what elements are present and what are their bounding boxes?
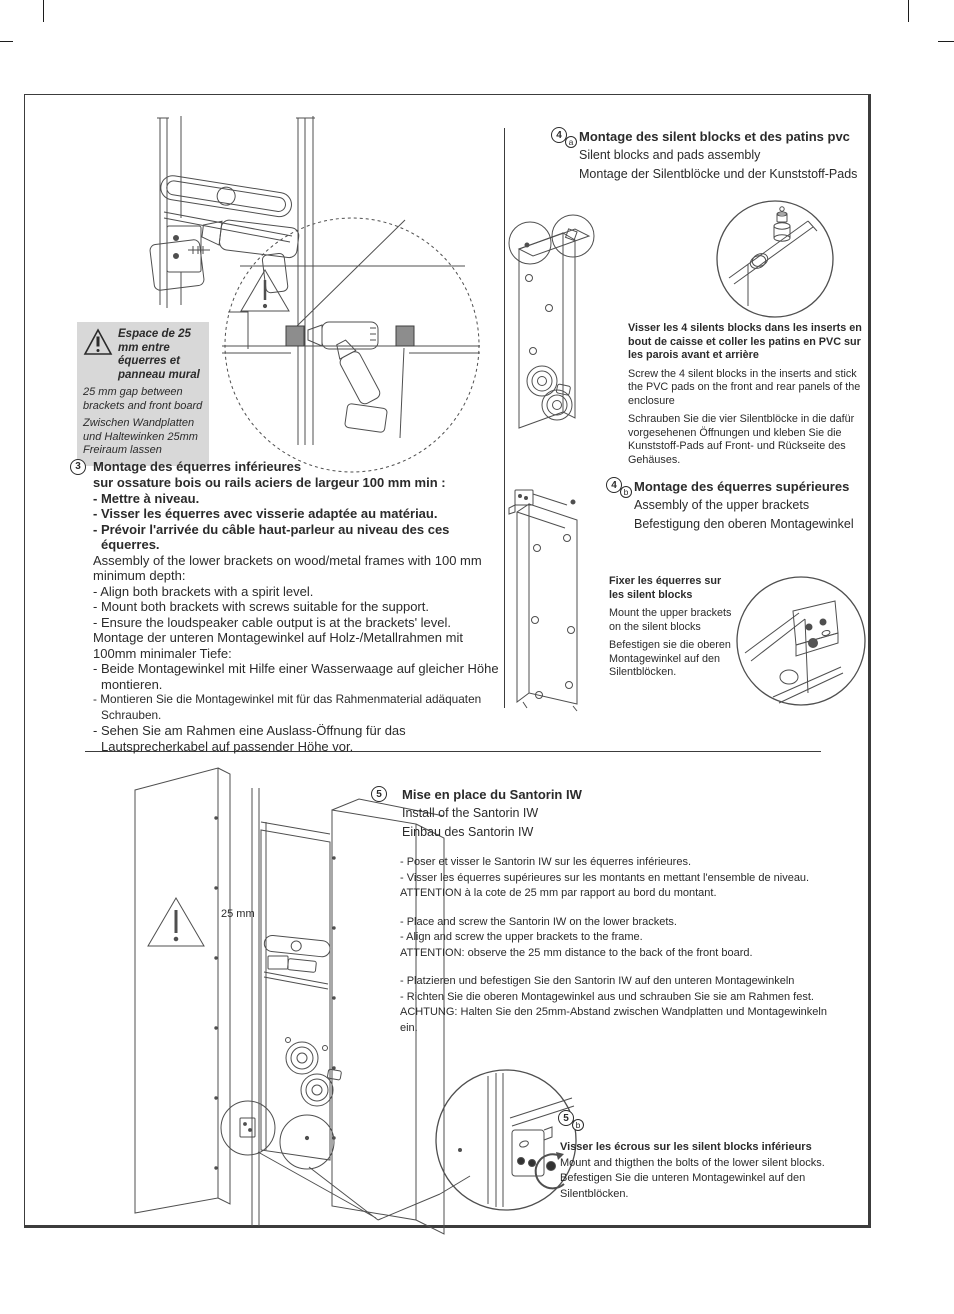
section5b-number: 5 (558, 1110, 574, 1126)
section5-number-badge (371, 786, 387, 802)
section5b-number-badge (558, 1110, 584, 1131)
screwdriver (331, 337, 381, 406)
spirit-level (159, 174, 293, 218)
section5-line-en: ATTENTION: observe the 25 mm distance to the back of the front board. (400, 946, 753, 959)
section3-bullet-de: - Sehen Sie am Rahmen eine Auslass-Öffnung für das Lautsprecherkabel auf passender Höhe vor. (93, 723, 406, 754)
section3-bullet-en: - Mount both brackets with screws suitable for the support. (93, 599, 429, 614)
section5-line-de: - Platzieren und befestigen Sie den Santorin IW auf den unteren Montagewinkeln (400, 975, 795, 987)
section3-block (70, 459, 500, 754)
section4a-number-badge (551, 127, 577, 148)
section5-heading-de: Einbau des Santorin IW (402, 825, 534, 839)
lower-bracket-inset-diagram (432, 1066, 580, 1214)
section5b-note-de: Befestigen Sie die unteren Montagewinkel auf den Silentblöcken. (560, 1172, 806, 1200)
warning-title-fr: Espace de 25 mm entre équerres et panneau mural (118, 328, 200, 381)
section3-intro-en: Assembly of the lower brackets on wood/metal frames with 100 mm minimum depth: (93, 552, 482, 583)
section4b-number: 4 (606, 477, 622, 493)
section3-bullet-de: - Beide Montagewinkel mit Hilfe einer Wasserwaage auf gleicher Höhe montieren. (93, 661, 499, 692)
section5-body-de (400, 974, 837, 1036)
section3-bullet-en: - Ensure the loudspeaker cable output is at the brackets' level. (93, 614, 452, 630)
section4b-suffix: b (620, 486, 632, 498)
section5-line-fr: - Visser les équerres supérieures sur les montants en mettant l'ensemble de niveau. (400, 871, 810, 884)
zoom-bubble (225, 218, 479, 472)
crop-mark-top-left-h (0, 41, 13, 42)
section4a-heading-en: Silent blocks and pads assembly (579, 148, 761, 162)
section3-heading-fr: Montage des équerres inférieures (93, 459, 302, 475)
section4a-number: 4 (551, 127, 567, 143)
warning-icon (241, 270, 289, 311)
section5-line-fr: - Poser et visser le Santorin IW sur les équerres inférieures. (400, 856, 692, 868)
section5b-note-fr: Visser les écrous sur les silent blocks inférieurs (560, 1141, 812, 1153)
spirit-level (264, 935, 331, 958)
enclosure-rear-diagram (503, 480, 615, 715)
section3-heading-fr2: sur ossature bois ou rails aciers de largeur 100 mm min : (93, 475, 446, 490)
section4a-note-fr: Visser les 4 silents blocks dans les inserts en bout de caisse et coller les patins en PVC sur les parois avant et arrière (628, 322, 862, 361)
section5-body-en (400, 915, 837, 962)
section5b-suffix: b (572, 1119, 584, 1131)
section5-line-de: - Richten Sie die oberen Montagewinkel aus und schrauben Sie sie am Rahmen fest. (400, 990, 814, 1003)
warning-text-de: Zwischen Wandplatten und Haltewinken 25mm Freiraum lassen (83, 417, 198, 456)
section3-intro-de: Montage der unteren Montagewinkel auf Holz-/Metallrahmen mit 100mm minimaler Tiefe: (93, 630, 463, 661)
section4b-note-en: Mount the upper brackets on the silent blocks (609, 607, 732, 633)
upper-bracket-inset-diagram (733, 573, 873, 713)
section5-line-en: - Align and screw the upper brackets to the frame. (400, 931, 643, 943)
section4a-note-en: Screw the 4 silent blocks in the inserts and stick the PVC pads on the front and rear panels of the enclosure (628, 367, 861, 407)
section4b-header (634, 477, 874, 534)
section3-bullet-de: - Montieren Sie die Montagewinkel mit für das Rahmenmaterial adäquaten Schrauben. (93, 692, 482, 722)
crop-mark-top-right-v (908, 0, 909, 22)
section5-heading-fr: Mise en place du Santorin IW (402, 787, 582, 802)
crop-mark-top-left-v (43, 0, 44, 22)
enclosure-front-diagram (505, 203, 617, 443)
section4b-note-fr: Fixer les équerres sur les silent blocks (609, 575, 722, 601)
section3-number-badge: 3 (70, 459, 86, 475)
section3-bullet-fr: - Mettre à niveau. (93, 490, 200, 506)
crop-mark-top-right-h (938, 41, 954, 42)
section4b-note (609, 575, 737, 685)
section4b-heading-en: Assembly of the upper brackets (634, 498, 810, 512)
section4a-heading-de: Montage der Silentblöcke und der Kunststoff-Pads (579, 167, 858, 181)
section5-line-en: - Place and screw the Santorin IW on the lower brackets. (400, 915, 677, 928)
warning-box (77, 322, 209, 466)
section5b-note-en: Mount and thigthen the bolts of the lower silent blocks. (560, 1156, 825, 1169)
woofer (527, 366, 572, 420)
section4b-note-de: Befestigen sie die oberen Montagewinkel auf den Silentblöcken. (609, 639, 731, 678)
section5-body (400, 855, 837, 1049)
warning-icon (148, 898, 204, 946)
section3-bullet-en: - Align both brackets with a spirit level. (93, 583, 314, 599)
warning-text-en: 25 mm gap between brackets and front board (83, 386, 203, 412)
section5-line-de: ACHTUNG: Halten Sie den 25mm-Abstand zwischen Wandplatten und Montagewinkeln ein. (400, 1006, 827, 1034)
section4b-heading-fr: Montage des équerres supérieures (634, 479, 850, 494)
section4a-note-de: Schrauben Sie die vier Silentblöcke in die dafür vorgesehenen Öffnungen und kleben Sie die Kunststoff-Pads auf Front- und Rückseite des Gehäuses. (628, 413, 855, 466)
section5-number: 5 (371, 786, 387, 802)
section3-bullet-fr: - Visser les équerres avec visserie adaptée au matériau. (93, 506, 438, 521)
section5-heading-en: Install of the Santorin IW (402, 806, 539, 820)
section5-header (402, 785, 652, 842)
section5-body-fr (400, 855, 837, 902)
drill (196, 217, 300, 296)
section5-line-fr: ATTENTION à la cote de 25 mm par rapport au bord du montant. (400, 887, 717, 899)
silent-block-inset-diagram (712, 196, 842, 326)
section4a-header (579, 127, 869, 184)
section4a-note (628, 322, 868, 472)
section4a-heading-fr: Montage des silent blocks et des patins pvc (579, 129, 850, 144)
section4a-suffix: a (565, 136, 577, 148)
section4b-heading-de: Befestigung den oberen Montagewinkel (634, 517, 854, 531)
section5b-note (560, 1140, 860, 1202)
warning-icon (83, 328, 113, 356)
section3-bullet-fr: - Prévoir l'arrivée du câble haut-parleur au niveau des ces équerres. (93, 521, 450, 552)
gap-dimension-label: 25 mm (221, 908, 255, 920)
woofer (286, 1042, 333, 1106)
